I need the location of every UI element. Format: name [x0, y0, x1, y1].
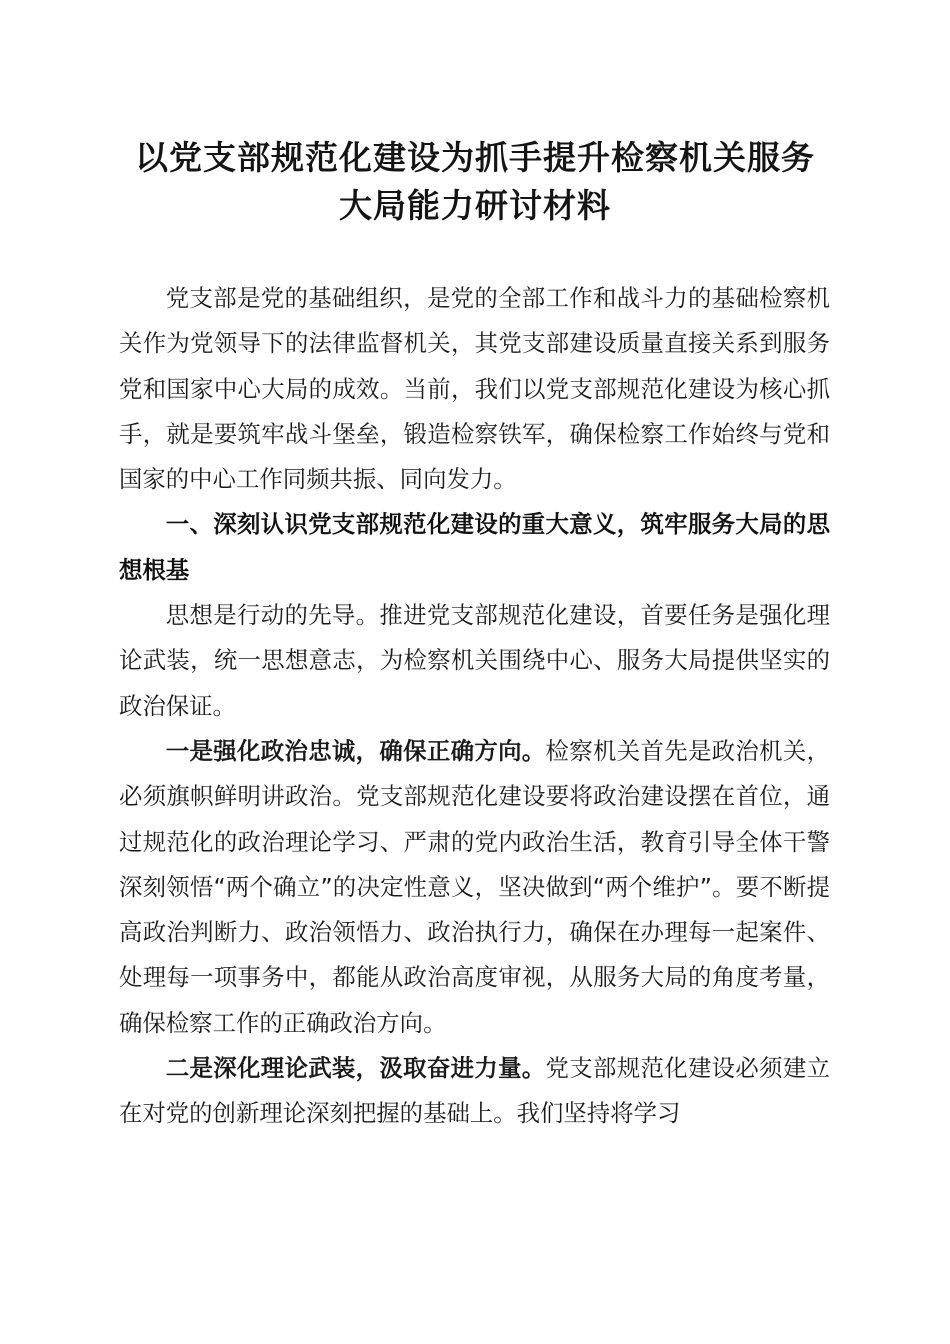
point-2-paragraph — [119, 1046, 830, 1137]
document-body — [119, 276, 830, 1137]
point-2-text: 党支部规范化建设必须建立在对党的创新理论深刻把握的基础上。我们坚持将学习 — [119, 1054, 831, 1128]
point-1-text: 检察机关首先是政治机关，必须旗帜鲜明讲政治。党支部规范化建设要将政治建设摆在首位，通过规范化的政治理论学习、严肃的党内政治生活，教育引导全体干警深刻领悟“两个确立”的决定性意义，坚决做到“两个维护”。要不断提高政治判断力、政治领悟力、政治执行力，确保在办理每一起案件、处理每一项事务中，都能从政治高度审视，从服务大局的角度考量，确保检察工作的正确政治方向。 — [119, 736, 831, 1037]
section-1-intro-paragraph: 思想是行动的先导。推进党支部规范化建设，首要任务是强化理论武装，统一思想意志，为检察机关围绕中心、服务大局提供坚实的政治保证。 — [119, 601, 830, 720]
document-title-line-1: 以党支部规范化建设为抓手提升检察机关服务 — [135, 138, 815, 177]
document-title-line-2: 大局能力研讨材料 — [339, 186, 611, 225]
point-1-lead: 一是强化政治忠诚，确保正确方向。 — [165, 736, 546, 765]
section-1-heading: 一、深刻认识党支部规范化建设的重大意义，筑牢服务大局的思想根基 — [119, 510, 830, 584]
intro-paragraph: 党支部是党的基础组织，是党的全部工作和战斗力的基础检察机关作为党领导下的法律监督机关，其党支部建设质量直接关系到服务党和国家中心大局的成效。当前，我们以党支部规范化建设为核心抓手，就是要筑牢战斗堡垒，锻造检察铁军，确保检察工作始终与党和国家的中心工作同频共振、同向发力。 — [119, 284, 830, 494]
point-1-paragraph — [119, 729, 830, 1046]
point-2-lead: 二是深化理论武装，汲取奋进力量。 — [165, 1054, 546, 1083]
